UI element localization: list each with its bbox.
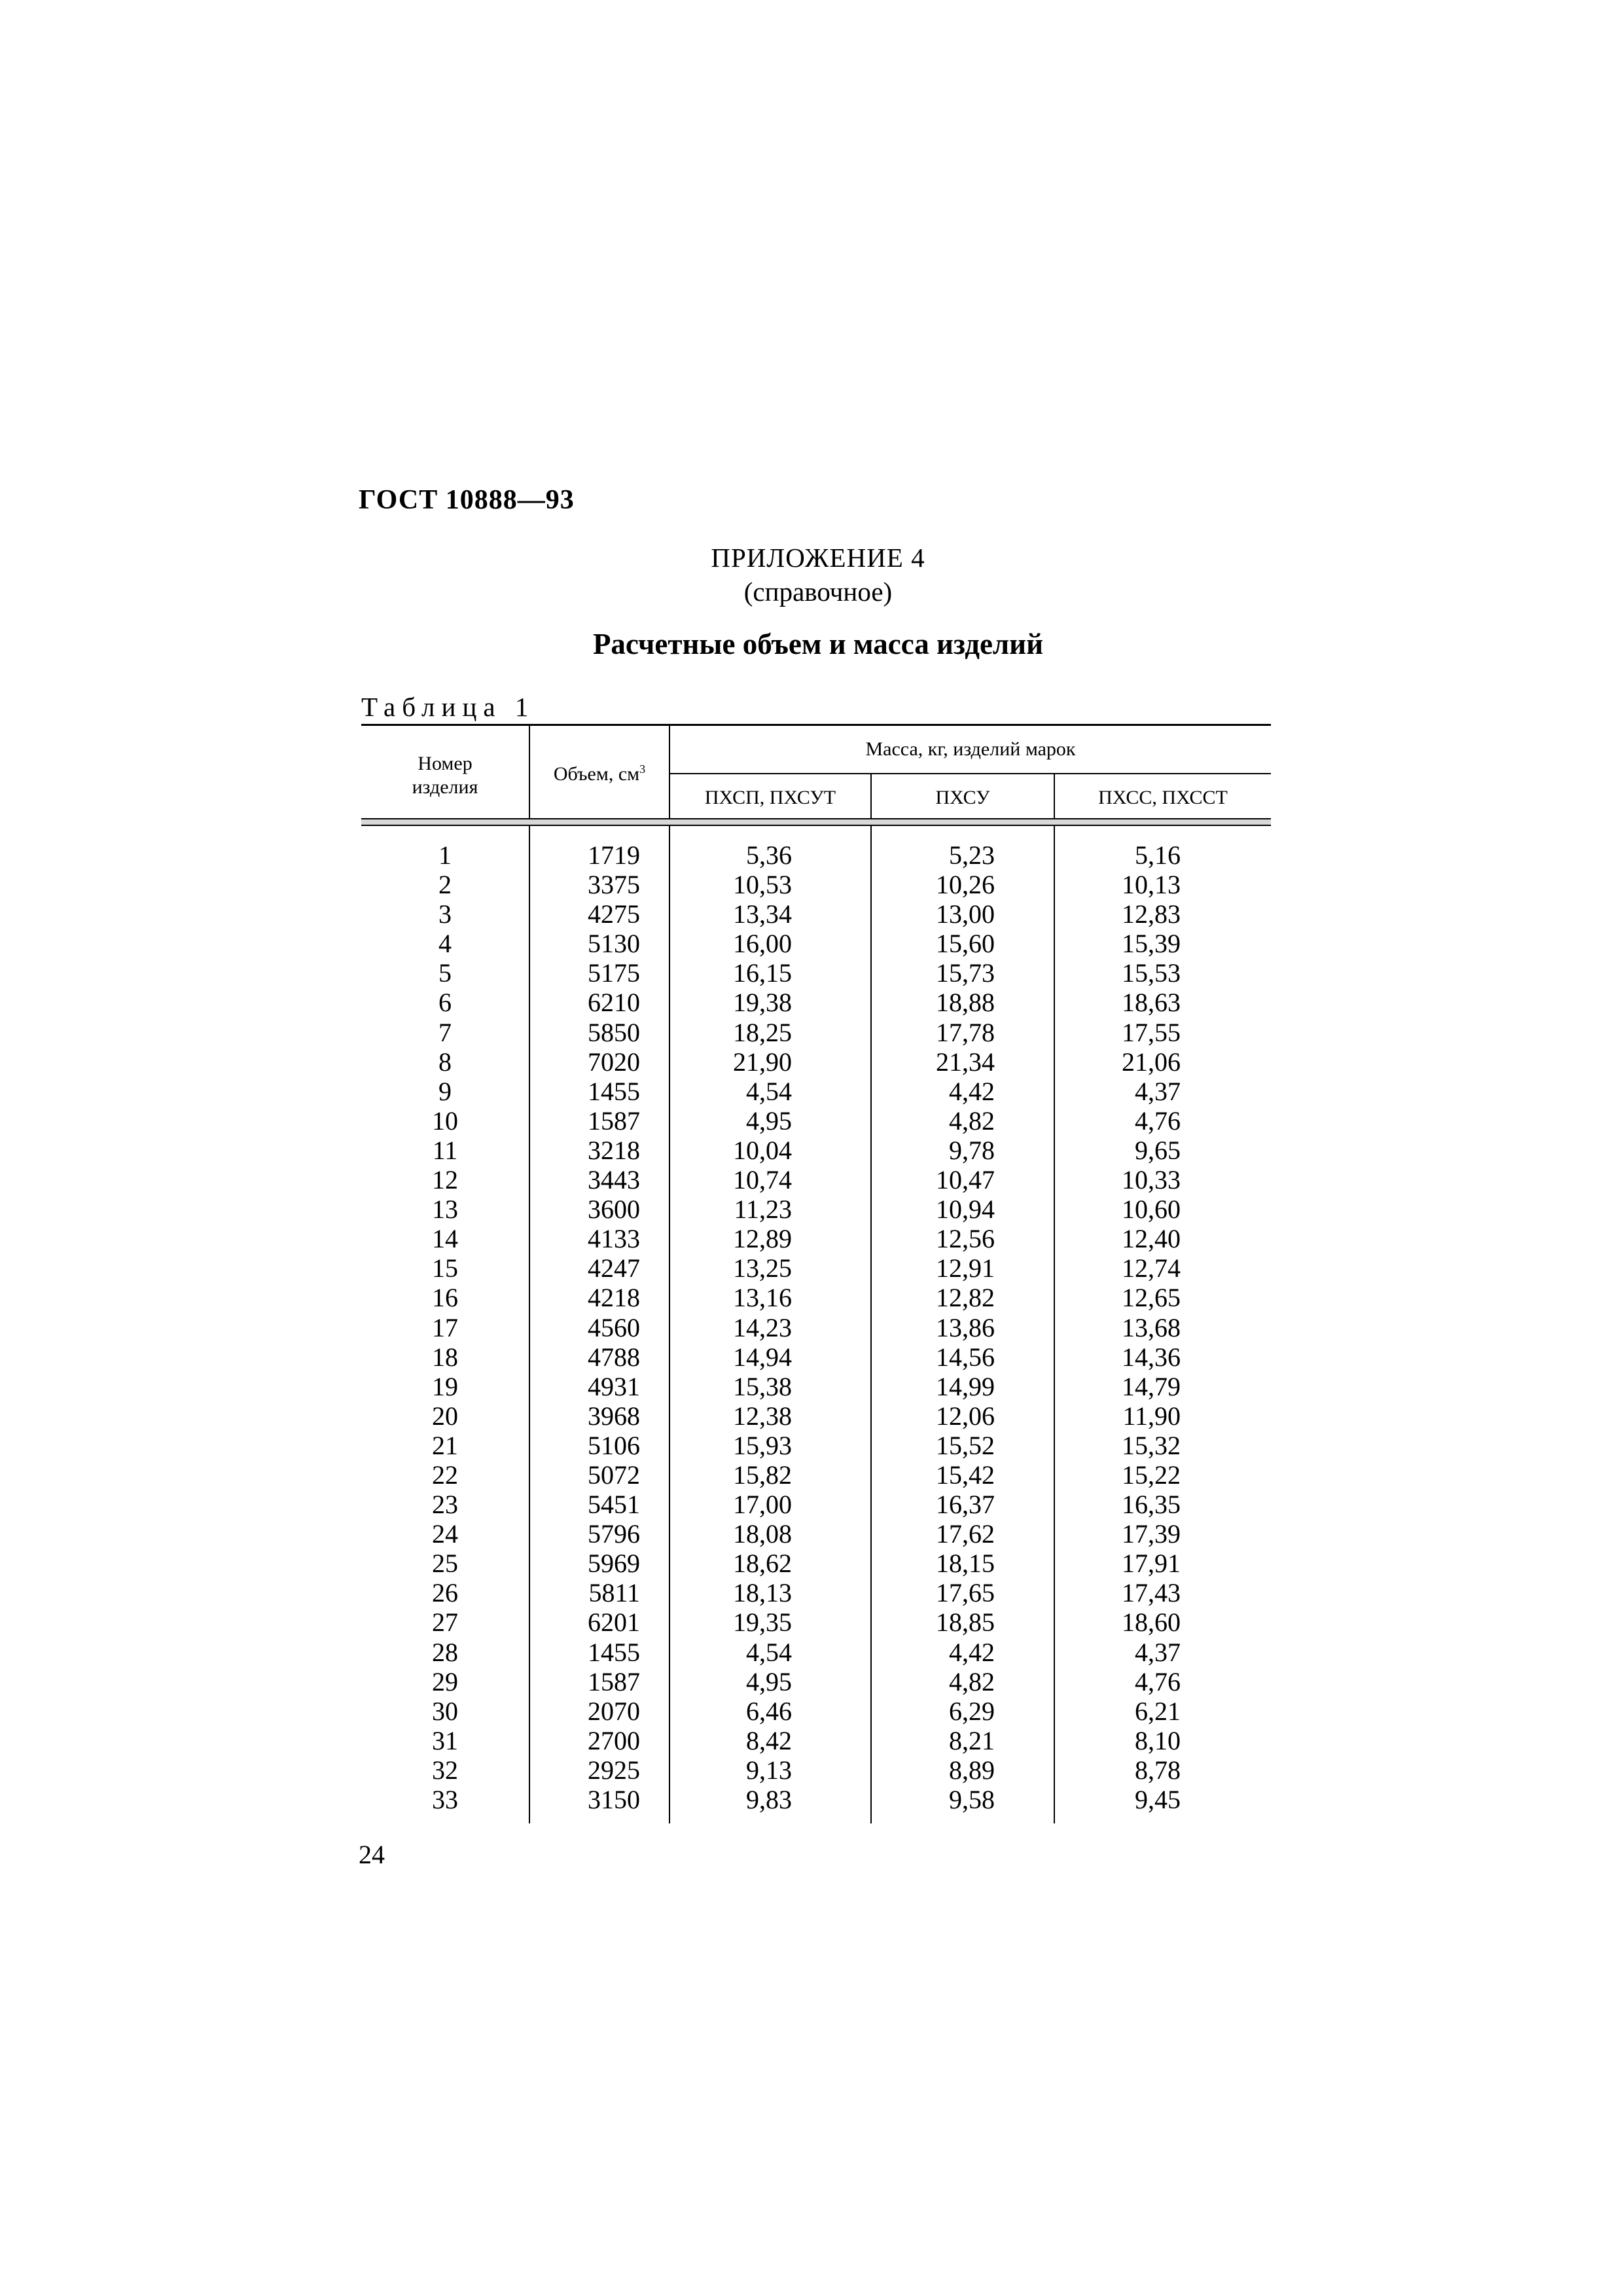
header-mass-group: Масса, кг, изделий марок [865, 738, 1076, 760]
cell-volume: 5451 [588, 1490, 640, 1520]
cell-mass-pkhsu: 9,58 [949, 1785, 995, 1814]
cell-mass-pkhss: 18,60 [1122, 1607, 1181, 1638]
table-row [361, 1490, 1271, 1519]
cell-mass-pkhsu: 17,65 [936, 1578, 995, 1608]
cell-mass-pkhsp: 9,83 [746, 1785, 792, 1814]
cell-volume: 4275 [588, 899, 640, 929]
table-row [361, 899, 1271, 929]
cell-mass-pkhsp: 10,04 [733, 1135, 792, 1165]
table-row [361, 1018, 1271, 1047]
cell-mass-pkhsp: 11,23 [734, 1194, 792, 1225]
cell-mass-pkhsp: 6,46 [746, 1696, 792, 1726]
cell-mass-pkhsp: 17,00 [733, 1490, 792, 1520]
cell-mass-pkhss: 4,76 [1135, 1666, 1181, 1696]
cell-mass-pkhss: 5,16 [1135, 840, 1181, 870]
cell-mass-pkhss: 8,10 [1135, 1725, 1181, 1755]
cell-mass-pkhsp: 18,25 [733, 1017, 792, 1047]
cell-volume: 2925 [588, 1755, 640, 1785]
cell-mass-pkhsu: 6,29 [949, 1696, 995, 1726]
table-row [361, 1431, 1271, 1460]
table-row [361, 840, 1271, 870]
table-row [361, 1136, 1271, 1165]
cell-mass-pkhsp: 19,38 [733, 988, 792, 1018]
table-row [361, 1638, 1271, 1667]
cell-mass-pkhsu: 8,21 [949, 1725, 995, 1755]
cell-mass-pkhsp: 14,94 [733, 1342, 792, 1372]
table-row [361, 1253, 1271, 1283]
header-volume-label: Объем, см [553, 763, 640, 785]
table-row [361, 1283, 1271, 1312]
cell-mass-pkhsp: 16,00 [733, 929, 792, 959]
cell-mass-pkhss: 12,65 [1122, 1283, 1181, 1313]
cell-item-number: 2 [438, 870, 452, 900]
table-row [361, 1165, 1271, 1194]
cell-mass-pkhsu: 17,62 [936, 1519, 995, 1549]
page-title: Расчетные объем и масса изделий [592, 628, 1044, 660]
document-code: ГОСТ 10888—93 [359, 485, 575, 515]
cell-volume: 3150 [588, 1785, 640, 1814]
cell-volume: 1455 [588, 1076, 640, 1106]
header-volume [530, 762, 669, 786]
table-body [361, 826, 1271, 1823]
cell-mass-pkhss: 6,21 [1135, 1696, 1181, 1726]
table-row [361, 1696, 1271, 1726]
cell-mass-pkhsu: 17,78 [936, 1017, 995, 1047]
cell-volume: 5130 [588, 929, 640, 959]
data-table [361, 724, 1271, 1823]
cell-volume: 3375 [588, 870, 640, 900]
cell-volume: 5969 [588, 1549, 640, 1579]
cell-mass-pkhsp: 13,25 [733, 1253, 792, 1283]
cell-mass-pkhsu: 18,15 [936, 1549, 995, 1579]
cell-mass-pkhsp: 19,35 [733, 1607, 792, 1638]
cell-item-number: 15 [432, 1253, 458, 1283]
cell-item-number: 12 [432, 1165, 458, 1195]
cell-item-number: 4 [438, 929, 452, 959]
cell-mass-pkhsp: 4,54 [746, 1076, 792, 1106]
cell-item-number: 13 [432, 1194, 458, 1225]
table-row [361, 1401, 1271, 1431]
cell-mass-pkhss: 17,55 [1122, 1017, 1181, 1047]
header-mass-pkhsp: ПХСП, ПХСУТ [704, 787, 836, 808]
cell-volume: 3968 [588, 1401, 640, 1431]
cell-volume: 5175 [588, 958, 640, 988]
table-row [361, 1667, 1271, 1696]
cell-mass-pkhsp: 10,74 [733, 1165, 792, 1195]
cell-mass-pkhsp: 18,62 [733, 1549, 792, 1579]
cell-volume: 3218 [588, 1135, 640, 1165]
header-mass-pkhsu: ПХСУ [935, 787, 990, 808]
cell-mass-pkhsu: 9,78 [949, 1135, 995, 1165]
table-caption: Таблица 1 [361, 692, 535, 722]
cell-mass-pkhsp: 18,13 [733, 1578, 792, 1608]
header-item-number-line1: Номер [418, 753, 473, 774]
table-row [361, 1106, 1271, 1136]
cell-volume: 4247 [588, 1253, 640, 1283]
table-row [361, 988, 1271, 1017]
cell-mass-pkhsp: 12,38 [733, 1401, 792, 1431]
cell-mass-pkhsu: 5,23 [949, 840, 995, 870]
cell-item-number: 3 [438, 899, 452, 929]
cell-mass-pkhsu: 15,73 [936, 958, 995, 988]
cell-mass-pkhss: 17,91 [1122, 1549, 1181, 1579]
cell-volume: 6210 [588, 988, 640, 1018]
cell-mass-pkhsp: 5,36 [746, 840, 792, 870]
table-row [361, 1549, 1271, 1578]
cell-volume: 4218 [588, 1283, 640, 1313]
cell-mass-pkhsp: 4,54 [746, 1637, 792, 1667]
cell-mass-pkhsu: 10,47 [936, 1165, 995, 1195]
cell-item-number: 23 [432, 1490, 458, 1520]
cell-item-number: 28 [432, 1637, 458, 1667]
table-row [361, 1313, 1271, 1342]
cell-mass-pkhss: 17,43 [1122, 1578, 1181, 1608]
cell-item-number: 9 [438, 1076, 452, 1106]
table-row [361, 1047, 1271, 1077]
table-row [361, 1460, 1271, 1490]
cell-mass-pkhss: 13,68 [1122, 1312, 1181, 1342]
table-header [361, 724, 1271, 818]
cell-mass-pkhss: 10,13 [1122, 870, 1181, 900]
cell-mass-pkhss: 15,22 [1122, 1460, 1181, 1490]
cell-mass-pkhsu: 14,56 [936, 1342, 995, 1372]
cell-mass-pkhsp: 21,90 [733, 1047, 792, 1077]
cell-mass-pkhss: 4,76 [1135, 1105, 1181, 1136]
table-row [361, 870, 1271, 899]
cell-volume: 5796 [588, 1519, 640, 1549]
appendix-subtitle: (справочное) [743, 577, 893, 607]
cell-volume: 1587 [588, 1105, 640, 1136]
cell-volume: 4133 [588, 1224, 640, 1254]
header-separator [361, 818, 1271, 826]
cell-mass-pkhss: 16,35 [1122, 1490, 1181, 1520]
cell-volume: 3443 [588, 1165, 640, 1195]
cell-volume: 2070 [588, 1696, 640, 1726]
cell-volume: 5811 [588, 1578, 640, 1608]
cell-mass-pkhsu: 8,89 [949, 1755, 995, 1785]
cell-mass-pkhsu: 13,00 [936, 899, 995, 929]
cell-mass-pkhss: 17,39 [1122, 1519, 1181, 1549]
cell-mass-pkhsu: 12,91 [936, 1253, 995, 1283]
cell-item-number: 17 [432, 1312, 458, 1342]
cell-volume: 6201 [588, 1607, 640, 1638]
cell-mass-pkhsu: 13,86 [936, 1312, 995, 1342]
cell-mass-pkhss: 9,65 [1135, 1135, 1181, 1165]
table-row [361, 1607, 1271, 1637]
cell-mass-pkhsu: 12,06 [936, 1401, 995, 1431]
cell-mass-pkhsp: 14,23 [733, 1312, 792, 1342]
cell-item-number: 11 [432, 1135, 458, 1165]
cell-volume: 4560 [588, 1312, 640, 1342]
cell-item-number: 14 [432, 1224, 458, 1254]
cell-item-number: 22 [432, 1460, 458, 1490]
cell-volume: 4931 [588, 1371, 640, 1401]
cell-mass-pkhsp: 12,89 [733, 1224, 792, 1254]
cell-mass-pkhss: 21,06 [1122, 1047, 1181, 1077]
cell-mass-pkhsu: 18,85 [936, 1607, 995, 1638]
cell-volume: 2700 [588, 1725, 640, 1755]
cell-volume: 1455 [588, 1637, 640, 1667]
cell-mass-pkhsu: 14,99 [936, 1371, 995, 1401]
cell-mass-pkhsp: 16,15 [733, 958, 792, 988]
cell-mass-pkhsp: 4,95 [746, 1105, 792, 1136]
cell-mass-pkhsu: 15,52 [936, 1430, 995, 1460]
cell-volume: 4788 [588, 1342, 640, 1372]
cell-mass-pkhss: 12,83 [1122, 899, 1181, 929]
header-mass-pkhss: ПХСС, ПХССТ [1098, 787, 1228, 808]
table-row [361, 1342, 1271, 1372]
cell-item-number: 24 [432, 1519, 458, 1549]
table-row [361, 929, 1271, 958]
cell-volume: 3600 [588, 1194, 640, 1225]
cell-mass-pkhss: 15,53 [1122, 958, 1181, 988]
cell-mass-pkhss: 10,60 [1122, 1194, 1181, 1225]
cell-mass-pkhsu: 21,34 [936, 1047, 995, 1077]
cell-item-number: 33 [432, 1785, 458, 1814]
cell-mass-pkhsp: 10,53 [733, 870, 792, 900]
cell-mass-pkhsp: 18,08 [733, 1519, 792, 1549]
header-divider [669, 773, 1271, 774]
table-row [361, 1224, 1271, 1253]
cell-mass-pkhsp: 13,16 [733, 1283, 792, 1313]
cell-volume: 5106 [588, 1430, 640, 1460]
cell-mass-pkhss: 12,40 [1122, 1224, 1181, 1254]
table-row [361, 1785, 1271, 1814]
cell-mass-pkhss: 9,45 [1135, 1785, 1181, 1814]
cell-mass-pkhsu: 18,88 [936, 988, 995, 1018]
cell-mass-pkhsp: 15,93 [733, 1430, 792, 1460]
cell-item-number: 8 [438, 1047, 452, 1077]
cell-volume: 5072 [588, 1460, 640, 1490]
cell-item-number: 7 [438, 1017, 452, 1047]
cell-mass-pkhsp: 8,42 [746, 1725, 792, 1755]
cell-mass-pkhsu: 4,42 [949, 1076, 995, 1106]
cell-mass-pkhsp: 15,38 [733, 1371, 792, 1401]
cell-mass-pkhsu: 15,60 [936, 929, 995, 959]
cell-item-number: 16 [432, 1283, 458, 1313]
cell-mass-pkhss: 11,90 [1122, 1401, 1181, 1431]
cell-item-number: 18 [432, 1342, 458, 1372]
cell-mass-pkhss: 14,79 [1122, 1371, 1181, 1401]
cell-item-number: 19 [432, 1371, 458, 1401]
cell-mass-pkhss: 15,32 [1122, 1430, 1181, 1460]
cell-mass-pkhsp: 15,82 [733, 1460, 792, 1490]
cell-mass-pkhsp: 4,95 [746, 1666, 792, 1696]
table-row [361, 1726, 1271, 1755]
cell-item-number: 1 [438, 840, 452, 870]
cell-item-number: 32 [432, 1755, 458, 1785]
cell-mass-pkhss: 8,78 [1135, 1755, 1181, 1785]
cell-item-number: 10 [432, 1105, 458, 1136]
appendix-title: ПРИЛОЖЕНИЕ 4 [711, 543, 925, 573]
cell-item-number: 5 [438, 958, 452, 988]
cell-item-number: 26 [432, 1578, 458, 1608]
cell-item-number: 29 [432, 1666, 458, 1696]
cell-mass-pkhss: 10,33 [1122, 1165, 1181, 1195]
cell-mass-pkhss: 18,63 [1122, 988, 1181, 1018]
cell-item-number: 31 [432, 1725, 458, 1755]
cell-mass-pkhsu: 4,82 [949, 1666, 995, 1696]
table-row [361, 1077, 1271, 1106]
cell-mass-pkhsu: 10,94 [936, 1194, 995, 1225]
header-volume-sup: 3 [639, 762, 646, 776]
page-number: 24 [359, 1840, 385, 1869]
table-rows [361, 840, 1271, 1814]
cell-mass-pkhsu: 4,82 [949, 1105, 995, 1136]
table-row [361, 1755, 1271, 1785]
header-item-number-line2: изделия [412, 776, 478, 798]
cell-mass-pkhss: 14,36 [1122, 1342, 1181, 1372]
table-row [361, 1372, 1271, 1401]
cell-mass-pkhss: 15,39 [1122, 929, 1181, 959]
cell-item-number: 30 [432, 1696, 458, 1726]
cell-volume: 7020 [588, 1047, 640, 1077]
cell-mass-pkhsp: 9,13 [746, 1755, 792, 1785]
cell-mass-pkhsu: 15,42 [936, 1460, 995, 1490]
table-row [361, 1194, 1271, 1224]
cell-mass-pkhss: 4,37 [1135, 1637, 1181, 1667]
table-row [361, 958, 1271, 988]
cell-item-number: 6 [438, 988, 452, 1018]
cell-mass-pkhsu: 16,37 [936, 1490, 995, 1520]
cell-item-number: 27 [432, 1607, 458, 1638]
cell-mass-pkhsu: 12,82 [936, 1283, 995, 1313]
cell-item-number: 21 [432, 1430, 458, 1460]
cell-item-number: 25 [432, 1549, 458, 1579]
cell-mass-pkhsu: 10,26 [936, 870, 995, 900]
table-row [361, 1578, 1271, 1607]
cell-mass-pkhss: 12,74 [1122, 1253, 1181, 1283]
cell-item-number: 20 [432, 1401, 458, 1431]
table-row [361, 1519, 1271, 1549]
cell-mass-pkhss: 4,37 [1135, 1076, 1181, 1106]
header-item-number [361, 752, 529, 799]
cell-volume: 5850 [588, 1017, 640, 1047]
cell-mass-pkhsu: 4,42 [949, 1637, 995, 1667]
cell-mass-pkhsu: 12,56 [936, 1224, 995, 1254]
cell-mass-pkhsp: 13,34 [733, 899, 792, 929]
cell-volume: 1719 [588, 840, 640, 870]
cell-volume: 1587 [588, 1666, 640, 1696]
